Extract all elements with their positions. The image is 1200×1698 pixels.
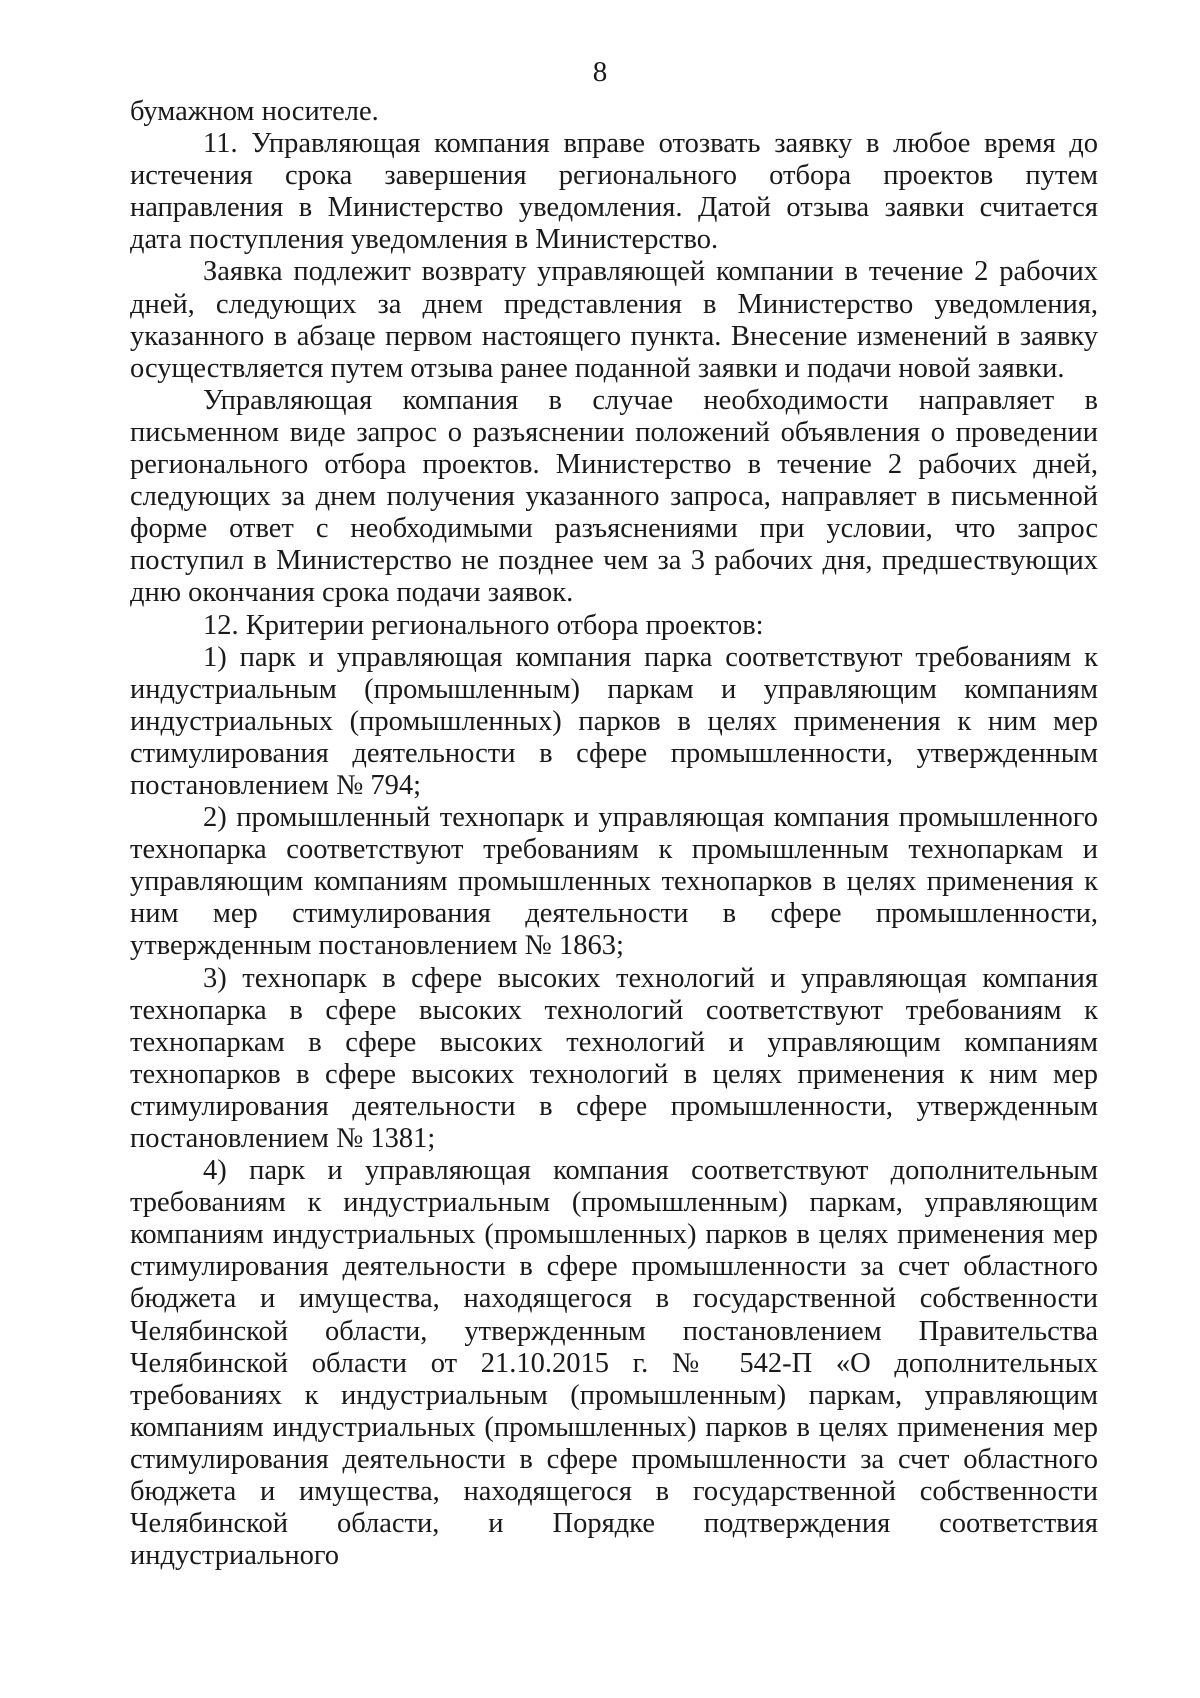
- paragraph-clarification-request: Управляющая компания в случае необходимости направляет в письменном виде запрос о разъяснении положений объявления о проведении регионального отбора проектов. Министерство в течение 2 рабочих дней, следующих за днем получения указанного запроса, направляет в письменной форме ответ с необходимыми разъяснениями при условии, что запрос поступил в Министерство не позднее чем за 3 рабочих дня, предшествующих дню окончания срока подачи заявок.: [130, 384, 1098, 609]
- page-number: 8: [592, 56, 608, 88]
- paragraph-item-11: 11. Управляющая компания вправе отозвать заявку в любое время до истечения срока завершения регионального отбора проектов путем направления в Министерство уведомления. Датой отзыва заявки считается дата поступления уведомления в Министерство.: [130, 128, 1098, 256]
- paragraph-criterion-4: 4) парк и управляющая компания соответствуют дополнительным требованиям к индустриальным (промышленным) паркам, управляющим компаниям индустриальных (промышленных) парков в целях применения мер стимулирования деятельности в сфере промышленности за счет областного бюджета и имущества, находящегося в государственной собственности Челябинской области, утвержденным постановлением Правительства Челябинской области от 21.10.2015 г. № 542-П «О дополнительных требованиях к индустриальным (промышленным) паркам, управляющим компаниям индустриальных (промышленных) парков в целях применения мер стимулирования деятельности в сфере промышленности за счет областного бюджета и имущества, находящегося в государственной собственности Челябинской области, и Порядке подтверждения соответствия индустриального: [130, 1155, 1098, 1572]
- paragraph-item-12-heading: 12. Критерии регионального отбора проектов:: [203, 609, 764, 641]
- document-body: [130, 96, 1098, 1572]
- paragraph-criterion-1: 1) парк и управляющая компания парка соответствуют требованиям к индустриальным (промышленным) паркам и управляющим компаниям индустриальных (промышленных) парков в целях применения к ним мер стимулирования деятельности в сфере промышленности, утвержденным постановлением № 794;: [130, 641, 1098, 801]
- paragraph-criterion-3: 3) технопарк в сфере высоких технологий и управляющая компания технопарка в сфере высоких технологий соответствуют требованиям к технопаркам в сфере высоких технологий и управляющим компаниям технопарков в сфере высоких технологий в целях применения к ним мер стимулирования деятельности в сфере промышленности, утвержденным постановлением № 1381;: [130, 962, 1098, 1154]
- paragraph-continuation: бумажном носителе.: [130, 96, 379, 127]
- paragraph-return-of-application: Заявка подлежит возврату управляющей компании в течение 2 рабочих дней, следующих за днем представления в Министерство уведомления, указанного в абзаце первом настоящего пункта. Внесение изменений в заявку осуществляется путем отзыва ранее поданной заявки и подачи новой заявки.: [130, 256, 1098, 384]
- paragraph-criterion-2: 2) промышленный технопарк и управляющая компания промышленного технопарка соответствуют требованиям к промышленным технопаркам и управляющим компаниям промышленных технопарков в целях применения к ним мер стимулирования деятельности в сфере промышленности, утвержденным постановлением № 1863;: [130, 802, 1098, 962]
